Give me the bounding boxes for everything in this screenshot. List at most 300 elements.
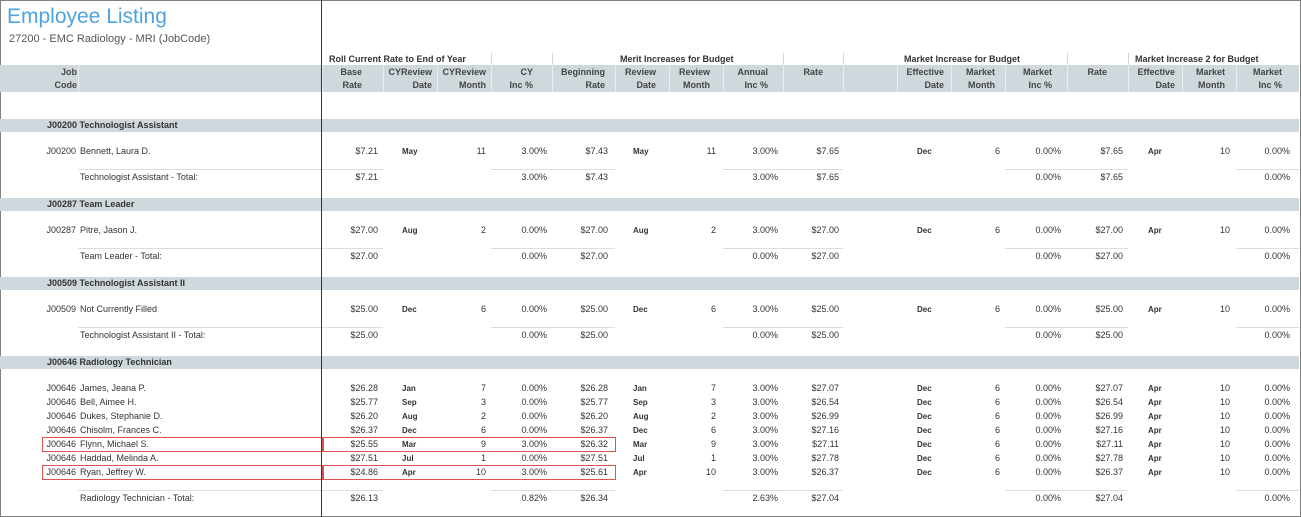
section-header: [0, 277, 1299, 290]
cell-rd: Mar: [633, 440, 648, 449]
total-rule: [322, 169, 383, 170]
total-mi: 0.00%: [1035, 251, 1061, 261]
cell-rm: 9: [710, 439, 716, 449]
employee-name: Haddad, Melinda A.: [80, 453, 159, 463]
cell-base: $26.28: [350, 383, 378, 393]
cell-ed2: Apr: [1148, 468, 1162, 477]
cell-r2: $27.78: [1095, 453, 1123, 463]
cell-beg: $26.28: [580, 383, 608, 393]
total-rule: [491, 327, 552, 328]
cell-base: $27.51: [350, 453, 378, 463]
total-r2: $27.00: [1095, 251, 1123, 261]
total-row: [0, 329, 1299, 342]
employee-name: Pitre, Jason J.: [80, 225, 138, 235]
job-code: J00646: [46, 439, 76, 449]
total-rule: [552, 327, 615, 328]
cell-ai: 3.00%: [752, 439, 778, 449]
column-header-line: Date: [412, 80, 432, 90]
job-code: J00646: [46, 467, 76, 477]
employee-name: Flynn, Michael S.: [80, 439, 150, 449]
cell-ed2: Apr: [1148, 226, 1162, 235]
cell-ed: Dec: [917, 226, 932, 235]
job-code: J00646: [46, 397, 76, 407]
total-rule: [1005, 327, 1067, 328]
total-label: Technologist Assistant - Total:: [80, 172, 198, 182]
cell-mm: 6: [994, 467, 1000, 477]
group-divider: [552, 53, 553, 65]
cell-cym: 3: [480, 397, 486, 407]
column-header-market-inc2[interactable]: [1202, 66, 1282, 92]
highlight-box: [322, 437, 616, 452]
column-separator: [78, 65, 79, 92]
total-beg: $25.00: [580, 330, 608, 340]
cell-base: $26.20: [350, 411, 378, 421]
column-header-line: Review: [624, 67, 656, 77]
column-header-line: Date: [1155, 80, 1175, 90]
cell-rm: 10: [705, 467, 716, 477]
total-mi2: 0.00%: [1264, 330, 1290, 340]
total-rule: [1067, 327, 1128, 328]
group-merit-increases: Merit Increases for Budget: [620, 54, 734, 64]
cell-ed2: Apr: [1148, 147, 1162, 156]
column-header-line: Rate: [585, 80, 605, 90]
cell-cyi: 0.00%: [521, 411, 547, 421]
cell-mi: 0.00%: [1035, 397, 1061, 407]
column-header-line: CYReview: [388, 67, 432, 77]
cell-cyi: 0.00%: [521, 397, 547, 407]
total-rule: [1236, 248, 1299, 249]
cell-cyd: May: [402, 147, 418, 156]
cell-ed2: Apr: [1148, 426, 1162, 435]
employee-name: Chisolm, Frances C.: [80, 425, 162, 435]
cell-cym: 11: [476, 146, 486, 156]
total-rule: [552, 248, 615, 249]
cell-r2: $26.37: [1095, 467, 1123, 477]
column-header-line: Month: [459, 80, 486, 90]
total-rule: [1236, 327, 1299, 328]
column-header-line: Code: [54, 80, 77, 90]
total-ai: 2.63%: [752, 493, 778, 503]
cell-mi2: 0.00%: [1264, 425, 1290, 435]
table-row[interactable]: [0, 410, 1299, 423]
column-header-line: Date: [924, 80, 944, 90]
column-header-line: Month: [1198, 80, 1225, 90]
column-header-line: Rate: [803, 67, 823, 77]
cell-ai: 3.00%: [752, 383, 778, 393]
cell-ed: Dec: [917, 147, 932, 156]
cell-r1: $27.00: [811, 225, 839, 235]
cell-rd: Dec: [633, 426, 648, 435]
cell-base: $27.00: [350, 225, 378, 235]
group-roll-current-rate: Roll Current Rate to End of Year: [329, 54, 466, 64]
cell-mi2: 0.00%: [1264, 225, 1290, 235]
cell-ed: Dec: [917, 440, 932, 449]
cell-r1: $26.37: [811, 467, 839, 477]
cell-rm: 3: [710, 397, 716, 407]
cell-cyi: 3.00%: [521, 467, 547, 477]
cell-cyd: Aug: [402, 226, 418, 235]
cell-ed: Dec: [917, 305, 932, 314]
cell-base: $25.77: [350, 397, 378, 407]
total-beg: $26.34: [580, 493, 608, 503]
cell-r2: $7.65: [1100, 146, 1123, 156]
table-row[interactable]: [0, 466, 1299, 479]
cell-ed: Dec: [917, 412, 932, 421]
cell-r2: $27.16: [1095, 425, 1123, 435]
column-header-line: Inc %: [1258, 80, 1282, 90]
cell-cyd: Dec: [402, 426, 417, 435]
cell-r1: $27.16: [811, 425, 839, 435]
frozen-pane-divider: [321, 0, 322, 517]
cell-cyd: Jul: [402, 454, 414, 463]
total-rule: [552, 169, 615, 170]
total-ai: 0.00%: [752, 330, 778, 340]
total-rule: [491, 248, 552, 249]
cell-cym: 6: [480, 425, 486, 435]
section-heading: J00509 Technologist Assistant II: [47, 278, 186, 288]
cell-mi: 0.00%: [1035, 225, 1061, 235]
cell-cym: 1: [480, 453, 486, 463]
total-rule: [723, 327, 783, 328]
column-header-line: Job: [60, 67, 77, 77]
total-rule: [1005, 248, 1067, 249]
total-rule: [1067, 248, 1128, 249]
table-row[interactable]: [0, 303, 1299, 316]
total-rule: [552, 490, 615, 491]
job-code: J00200: [46, 146, 76, 156]
job-code: J00287: [46, 225, 76, 235]
cell-base: $24.86: [350, 467, 378, 477]
cell-beg: $26.37: [580, 425, 608, 435]
total-mi: 0.00%: [1035, 172, 1061, 182]
total-r1: $27.04: [811, 493, 839, 503]
section-header: [0, 119, 1299, 132]
cell-rm: 11: [706, 146, 716, 156]
section-header: [0, 356, 1299, 369]
employee-name: Bennett, Laura D.: [80, 146, 151, 156]
cell-r2: $27.00: [1095, 225, 1123, 235]
column-header-line: Review: [678, 67, 710, 77]
total-rule: [783, 327, 843, 328]
total-rule: [1067, 490, 1128, 491]
table-row[interactable]: [0, 452, 1299, 465]
job-code: J00646: [46, 425, 76, 435]
total-r1: $27.00: [811, 251, 839, 261]
total-rule: [1005, 490, 1067, 491]
cell-cyd: Jan: [402, 384, 416, 393]
cell-ed2: Apr: [1148, 398, 1162, 407]
page-subtitle: 27200 - EMC Radiology - MRI (JobCode): [9, 33, 211, 45]
cell-mm2: 10: [1219, 146, 1230, 156]
total-ai: 0.00%: [752, 251, 778, 261]
cell-ed2: Apr: [1148, 454, 1162, 463]
cell-r2: $26.54: [1095, 397, 1123, 407]
cell-mm2: 10: [1219, 439, 1230, 449]
column-separator: [843, 65, 844, 92]
cell-ed2: Apr: [1148, 384, 1162, 393]
job-code: J00646: [46, 411, 76, 421]
column-header-line: Market: [1252, 67, 1282, 77]
cell-mm2: 10: [1219, 225, 1230, 235]
total-rule: [783, 248, 843, 249]
column-header-line: Rate: [1087, 67, 1107, 77]
cell-mi2: 0.00%: [1264, 411, 1290, 421]
cell-cym: 7: [480, 383, 486, 393]
cell-ed2: Apr: [1148, 305, 1162, 314]
cell-rd: May: [633, 147, 649, 156]
total-cyi: 0.00%: [521, 251, 547, 261]
job-code: J00646: [46, 383, 76, 393]
cell-ai: 3.00%: [752, 146, 778, 156]
cell-r2: $27.11: [1096, 439, 1123, 449]
total-label: Radiology Technician - Total:: [80, 493, 195, 503]
column-header-line: Rate: [342, 80, 362, 90]
cell-ed2: Apr: [1148, 412, 1162, 421]
cell-mm: 6: [994, 411, 1000, 421]
column-header-line: Base: [340, 67, 362, 77]
cell-beg: $25.77: [580, 397, 608, 407]
cell-mm2: 10: [1219, 467, 1230, 477]
cell-mi: 0.00%: [1035, 453, 1061, 463]
table-row[interactable]: [0, 396, 1299, 409]
cell-r1: $25.00: [811, 304, 839, 314]
group-divider: [843, 53, 844, 65]
total-rule: [783, 490, 843, 491]
cell-mi: 0.00%: [1035, 439, 1061, 449]
column-header-line: Beginning: [561, 67, 605, 77]
total-ai: 3.00%: [752, 172, 778, 182]
table-row[interactable]: [0, 424, 1299, 437]
column-header-cy-inc[interactable]: [453, 66, 533, 92]
total-rule: [322, 490, 383, 491]
cell-mm2: 10: [1219, 425, 1230, 435]
column-header-line: Effective: [1137, 67, 1175, 77]
cell-cyi: 3.00%: [521, 439, 547, 449]
cell-beg: $27.00: [580, 225, 608, 235]
total-base: $25.00: [350, 330, 378, 340]
cell-cyi: 3.00%: [521, 146, 547, 156]
cell-ed2: Apr: [1148, 440, 1162, 449]
cell-mm2: 10: [1219, 383, 1230, 393]
total-rule: [491, 169, 552, 170]
column-header-job[interactable]: [0, 66, 77, 92]
cell-base: $25.55: [350, 439, 378, 449]
cell-mm: 6: [994, 425, 1000, 435]
cell-ed: Dec: [917, 426, 932, 435]
cell-cyi: 0.00%: [521, 453, 547, 463]
group-divider: [1067, 53, 1068, 65]
cell-mm: 6: [994, 439, 1000, 449]
cell-mi: 0.00%: [1035, 411, 1061, 421]
cell-r2: $25.00: [1095, 304, 1123, 314]
cell-cyd: Apr: [402, 468, 416, 477]
cell-rm: 6: [710, 425, 716, 435]
total-cyi: 0.00%: [521, 330, 547, 340]
cell-cym: 2: [480, 225, 486, 235]
cell-r1: $7.65: [816, 146, 839, 156]
cell-mm: 6: [994, 453, 1000, 463]
cell-base: $7.21: [355, 146, 378, 156]
cell-mm: 6: [994, 304, 1000, 314]
cell-ed: Dec: [917, 384, 932, 393]
total-base: $7.21: [355, 172, 378, 182]
cell-mm2: 10: [1219, 453, 1230, 463]
cell-ai: 3.00%: [752, 467, 778, 477]
column-header-line: Annual: [737, 67, 768, 77]
column-header-line: Inc %: [509, 80, 533, 90]
cell-beg: $27.51: [580, 453, 608, 463]
cell-rm: 6: [710, 304, 716, 314]
cell-mm2: 10: [1219, 304, 1230, 314]
cell-mi2: 0.00%: [1264, 439, 1290, 449]
cell-r1: $26.54: [811, 397, 839, 407]
cell-mi: 0.00%: [1035, 146, 1061, 156]
column-header-line: Market: [1022, 67, 1052, 77]
column-header-line: Market: [965, 67, 995, 77]
total-row: [0, 171, 1299, 184]
cell-beg: $26.32: [580, 439, 608, 449]
cell-rd: Dec: [633, 305, 648, 314]
cell-cym: 9: [480, 439, 486, 449]
cell-beg: $25.61: [580, 467, 608, 477]
cell-mm2: 10: [1219, 411, 1230, 421]
group-divider: [491, 53, 492, 65]
group-market-increase: Market Increase for Budget: [904, 54, 1021, 64]
table-row[interactable]: [0, 382, 1299, 395]
total-mi: 0.00%: [1035, 330, 1061, 340]
column-header-line: Month: [683, 80, 710, 90]
total-base: $26.13: [350, 493, 378, 503]
column-header-line: Month: [968, 80, 995, 90]
cell-ai: 3.00%: [752, 225, 778, 235]
cell-mi: 0.00%: [1035, 425, 1061, 435]
cell-r2: $27.07: [1095, 383, 1123, 393]
cell-mi: 0.00%: [1035, 383, 1061, 393]
job-code: J00509: [46, 304, 76, 314]
total-rule: [78, 327, 322, 328]
total-label: Team Leader - Total:: [80, 251, 162, 261]
cell-rd: Sep: [633, 398, 648, 407]
cell-ai: 3.00%: [752, 425, 778, 435]
cell-ed: Dec: [917, 454, 932, 463]
table-row[interactable]: [0, 145, 1299, 158]
total-rule: [322, 248, 383, 249]
column-header-line: Effective: [906, 67, 944, 77]
employee-name: James, Jeana P.: [80, 383, 146, 393]
cell-ai: 3.00%: [752, 411, 778, 421]
cell-cyi: 0.00%: [521, 425, 547, 435]
cell-mi2: 0.00%: [1264, 146, 1290, 156]
cell-cyd: Mar: [402, 440, 417, 449]
total-beg: $27.00: [580, 251, 608, 261]
total-row: [0, 492, 1299, 505]
cell-base: $26.37: [350, 425, 378, 435]
total-r1: $7.65: [816, 172, 839, 182]
cell-rm: 1: [710, 453, 716, 463]
total-rule: [1005, 169, 1067, 170]
total-rule: [322, 327, 383, 328]
cell-mi: 0.00%: [1035, 467, 1061, 477]
cell-mi: 0.00%: [1035, 304, 1061, 314]
column-header-line: CY: [520, 67, 533, 77]
cell-mm: 6: [994, 225, 1000, 235]
column-header-line: Market: [1195, 67, 1225, 77]
total-rule: [491, 490, 552, 491]
cell-ai: 3.00%: [752, 304, 778, 314]
cell-ai: 3.00%: [752, 397, 778, 407]
total-r2: $7.65: [1100, 172, 1123, 182]
cell-mi2: 0.00%: [1264, 453, 1290, 463]
cell-mm: 6: [994, 146, 1000, 156]
total-rule: [723, 490, 783, 491]
cell-mm: 6: [994, 383, 1000, 393]
total-mi2: 0.00%: [1264, 172, 1290, 182]
cell-rm: 7: [710, 383, 716, 393]
column-header-line: Inc %: [744, 80, 768, 90]
cell-cym: 6: [480, 304, 486, 314]
cell-cyd: Dec: [402, 305, 417, 314]
column-header-base[interactable]: [282, 66, 362, 92]
cell-beg: $26.20: [580, 411, 608, 421]
cell-cyi: 0.00%: [521, 383, 547, 393]
total-rule: [1236, 169, 1299, 170]
cell-ed: Dec: [917, 468, 932, 477]
table-row[interactable]: [0, 224, 1299, 237]
table-row[interactable]: [0, 438, 1299, 451]
total-cyi: 3.00%: [521, 172, 547, 182]
total-r2: $27.04: [1095, 493, 1123, 503]
cell-cyi: 0.00%: [521, 225, 547, 235]
cell-cyd: Aug: [402, 412, 418, 421]
section-header: [0, 198, 1299, 211]
total-r2: $25.00: [1095, 330, 1123, 340]
employee-name: Not Currently Filled: [80, 304, 158, 314]
total-rule: [78, 169, 322, 170]
total-mi: 0.00%: [1035, 493, 1061, 503]
cell-rm: 2: [710, 411, 716, 421]
cell-rm: 2: [710, 225, 716, 235]
cell-r1: $27.11: [812, 439, 839, 449]
column-header-line: CYReview: [442, 67, 486, 77]
cell-r1: $26.99: [811, 411, 839, 421]
cell-cyi: 0.00%: [521, 304, 547, 314]
cell-mi2: 0.00%: [1264, 383, 1290, 393]
cell-beg: $25.00: [580, 304, 608, 314]
cell-rd: Jul: [633, 454, 645, 463]
column-header-line: Date: [636, 80, 656, 90]
section-heading: J00287 Team Leader: [47, 199, 135, 209]
employee-name: Bell, Aimee H.: [80, 397, 137, 407]
cell-r1: $27.07: [811, 383, 839, 393]
total-mi2: 0.00%: [1264, 251, 1290, 261]
total-rule: [723, 248, 783, 249]
total-mi2: 0.00%: [1264, 493, 1290, 503]
total-cyi: 0.82%: [521, 493, 547, 503]
section-heading: J00646 Radiology Technician: [47, 357, 172, 367]
cell-rd: Jan: [633, 384, 647, 393]
total-rule: [78, 248, 322, 249]
column-header-line: Inc %: [1028, 80, 1052, 90]
total-rule: [1067, 169, 1128, 170]
total-base: $27.00: [350, 251, 378, 261]
group-divider: [1128, 53, 1129, 65]
cell-cym: 10: [475, 467, 486, 477]
group-market-increase-2: Market Increase 2 for Budget: [1135, 54, 1259, 64]
cell-rd: Apr: [633, 468, 647, 477]
total-r1: $25.00: [811, 330, 839, 340]
column-header-rate1[interactable]: [743, 66, 823, 92]
total-rule: [1236, 490, 1299, 491]
